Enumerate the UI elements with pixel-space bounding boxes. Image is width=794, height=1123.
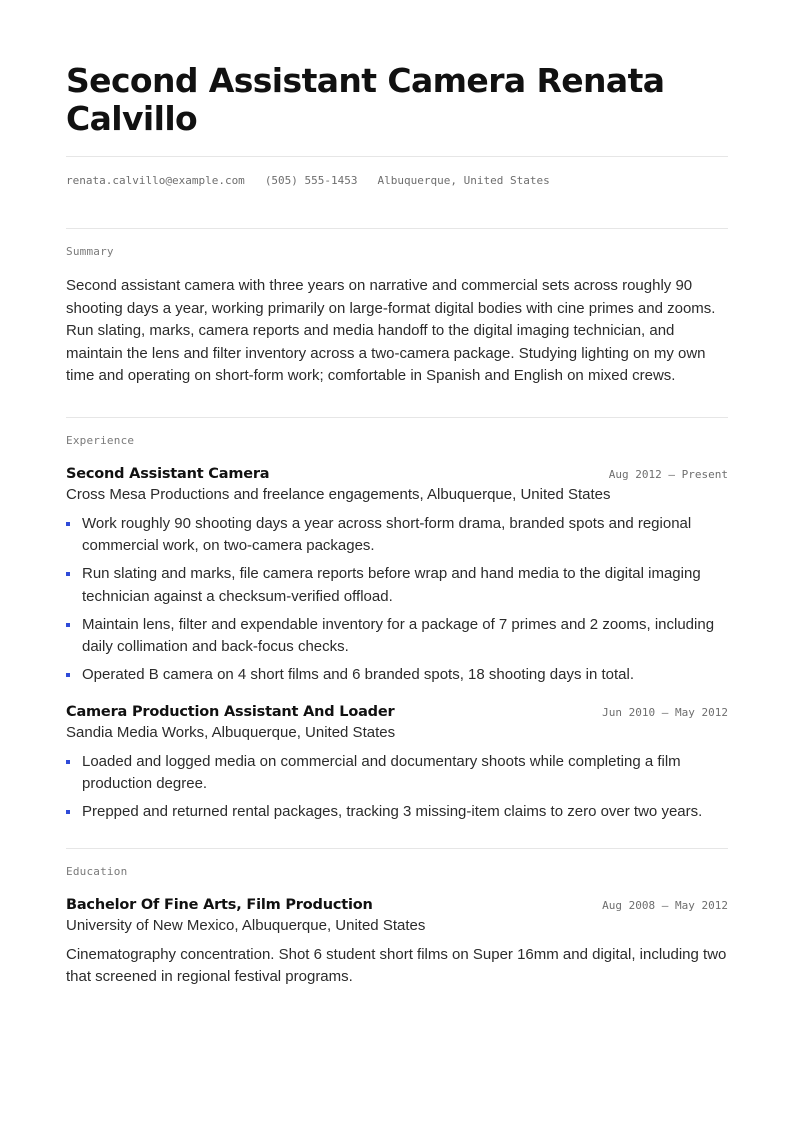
bullet-square-icon: [66, 623, 70, 627]
job-dates: Jun 2010 — May 2012: [602, 705, 728, 719]
education-entry: [66, 897, 728, 989]
bullet-item: [66, 614, 728, 659]
job-title: Camera Production Assistant And Loader: [66, 703, 395, 720]
experience-section: [66, 434, 728, 824]
contact-location: Albuquerque, United States: [377, 174, 550, 187]
job-organization: Cross Mesa Productions and freelance engagements, Albuquerque, United States: [66, 485, 611, 503]
summary-text: Second assistant camera with three years on narrative and commercial sets across roughly 90 shooting days a year, working primarily on large-format digital bodies with cine primes and zooms. Run slating, marks, camera reports and media handoff to the digital imaging technician, and maintain the lens and filter inventory across a two-camera package. Studying lighting on my own time and operating on short-form work; comfortable in Spanish and English on mixed crews.: [66, 277, 716, 385]
bullet-square-icon: [66, 572, 70, 576]
job-header: [66, 704, 728, 720]
bullet-item: [66, 664, 728, 687]
bullet-square-icon: [66, 760, 70, 764]
contact-line: [66, 174, 728, 188]
section-label-experience: Experience: [66, 433, 135, 447]
contact-phone[interactable]: (505) 555-1453: [264, 174, 358, 187]
divider: [66, 417, 728, 418]
divider: [66, 848, 728, 849]
job-entry: [66, 466, 728, 687]
job-dates: Aug 2012 — Present: [608, 467, 728, 481]
divider: [66, 156, 728, 157]
bullet-text: Operated B camera on 4 short films and 6 branded spots, 18 shooting days in total.: [82, 666, 634, 684]
bullet-text: Run slating and marks, file camera reports before wrap and hand media to the digital imaging technician against a checksum-verified offload.: [82, 565, 701, 605]
section-label-education: Education: [66, 864, 128, 878]
education-section: [66, 865, 728, 989]
bullet-item: [66, 751, 728, 796]
education-description: Cinematography concentration. Shot 6 student short films on Super 16mm and digital, including two that screened in regional festival programs.: [66, 945, 727, 986]
job-bullets: [66, 751, 728, 824]
job-title: Second Assistant Camera: [66, 465, 270, 482]
education-dates: Aug 2008 — May 2012: [602, 898, 728, 912]
job-header: [66, 466, 728, 482]
bullet-text: Work roughly 90 shooting days a year across short-form drama, branded spots and regional commercial work, on two-camera packages.: [82, 514, 692, 555]
section-label-summary: Summary: [66, 245, 114, 258]
summary-section: [66, 245, 728, 388]
education-header: [66, 897, 728, 913]
job-organization: Sandia Media Works, Albuquerque, United States: [66, 723, 396, 741]
bullet-text: Prepped and returned rental packages, tracking 3 missing-item claims to zero over two years.: [82, 803, 703, 821]
school-name: University of New Mexico, Albuquerque, United States: [66, 916, 426, 934]
job-bullets: [66, 513, 728, 687]
bullet-item: [66, 563, 728, 608]
divider: [66, 228, 728, 229]
page-title: Second Assistant Camera Renata Calvillo: [66, 61, 665, 138]
bullet-item: [66, 801, 728, 824]
degree-title: Bachelor Of Fine Arts, Film Production: [66, 896, 373, 913]
bullet-square-icon: [66, 810, 70, 814]
bullet-text: Loaded and logged media on commercial and documentary shoots while completing a film production degree.: [82, 752, 681, 793]
bullet-item: [66, 513, 728, 558]
bullet-square-icon: [66, 673, 70, 677]
contact-email[interactable]: renata.calvillo@example.com: [66, 174, 245, 187]
job-entry: [66, 704, 728, 824]
bullet-square-icon: [66, 522, 70, 526]
bullet-text: Maintain lens, filter and expendable inventory for a package of 7 primes and 2 zooms, including daily collimation and back-focus checks.: [82, 615, 715, 656]
